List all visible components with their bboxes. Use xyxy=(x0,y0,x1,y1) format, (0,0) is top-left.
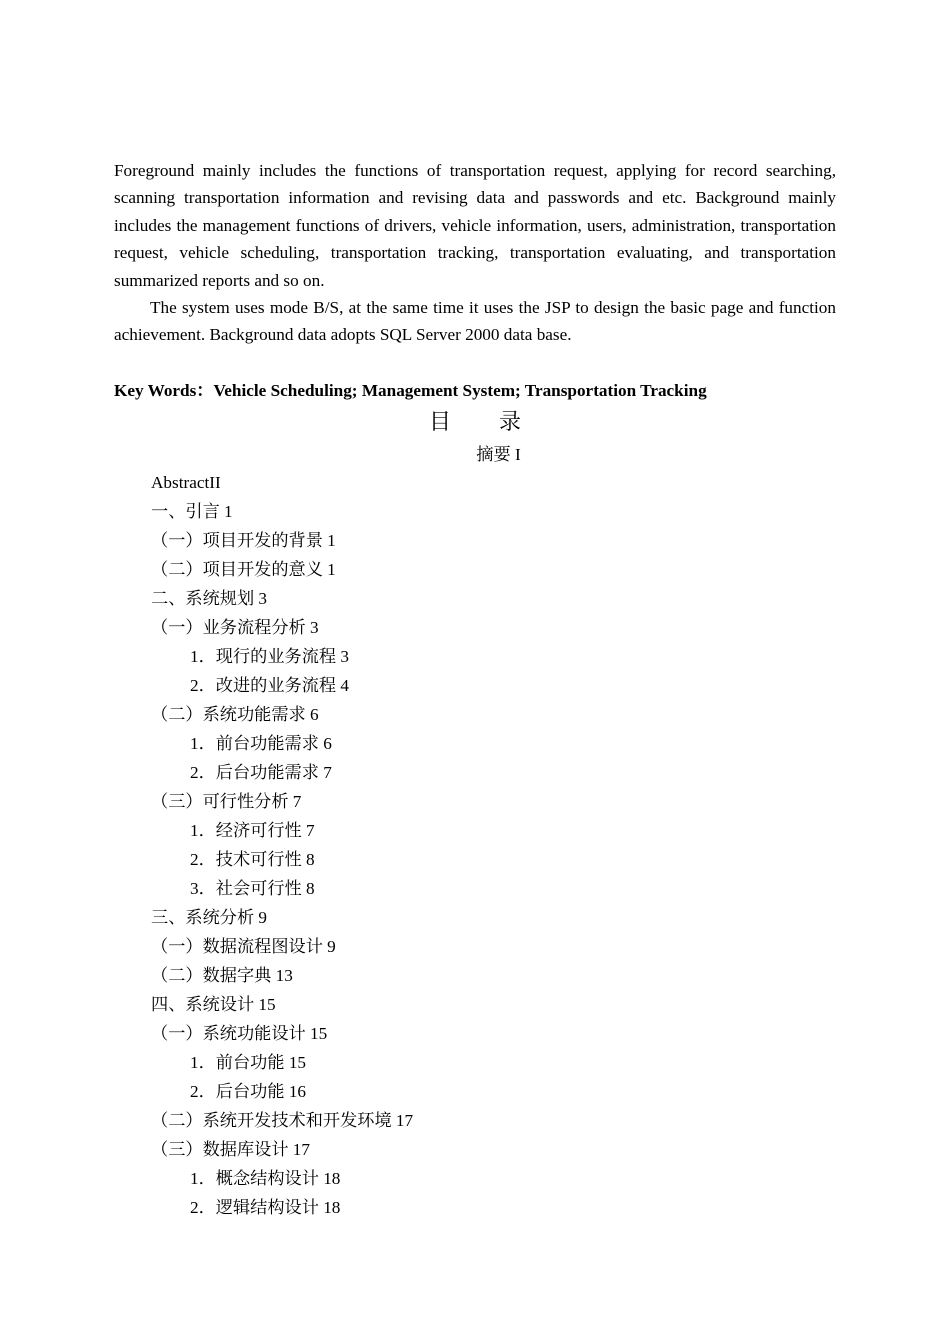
toc-entry[interactable]: （三）可行性分析 7 xyxy=(151,792,302,811)
toc-entry[interactable]: （一）系统功能设计 15 xyxy=(151,1024,328,1043)
toc-entry[interactable]: （二）系统功能需求 6 xyxy=(151,705,319,724)
abstract-paragraph-1: Foreground mainly includes the functions of transportation request, applying for record searching, scanning transportation information and revising data and passwords and etc. Background mainly includes the management functions of drivers, vehicle information, users, administration, transportation request, vehicle scheduling, transportation tracking, transportation evaluating, and transportation summarized reports and so on. xyxy=(114,161,836,290)
toc-entry[interactable]: 1．前台功能 15 xyxy=(190,1053,307,1072)
toc-entry[interactable]: 2．后台功能 16 xyxy=(190,1082,307,1101)
toc-entry[interactable]: AbstractII xyxy=(151,473,221,492)
toc-entry[interactable]: 1．前台功能需求 6 xyxy=(190,734,332,753)
toc-entry[interactable]: （一）业务流程分析 3 xyxy=(151,618,319,637)
toc-entry[interactable]: 2．改进的业务流程 4 xyxy=(190,676,349,695)
toc-entry[interactable]: 三、系统分析 9 xyxy=(151,908,268,927)
toc-entry[interactable]: （二）系统开发技术和开发环境 17 xyxy=(151,1111,414,1130)
keywords-line: Key Words：Vehicle Scheduling; Management System; Transportation Tracking xyxy=(114,381,707,400)
toc-title-part1: 目 xyxy=(428,410,451,435)
toc-entry[interactable]: 2．技术可行性 8 xyxy=(190,850,315,869)
toc-entry[interactable]: 2．逻辑结构设计 18 xyxy=(190,1198,341,1217)
toc-entry-zh-abstract[interactable]: 摘要 I xyxy=(476,445,521,464)
toc-entry[interactable]: 二、系统规划 3 xyxy=(151,589,268,608)
toc-entry[interactable]: （二）数据字典 13 xyxy=(151,966,293,985)
toc-entry[interactable]: 一、引言 1 xyxy=(151,502,233,521)
toc-entry[interactable]: （一）项目开发的背景 1 xyxy=(151,531,336,550)
toc-entry[interactable]: 1．经济可行性 7 xyxy=(190,821,315,840)
toc-entry[interactable]: （二）项目开发的意义 1 xyxy=(151,560,336,579)
toc-entry[interactable]: 2．后台功能需求 7 xyxy=(190,763,332,782)
toc-entry[interactable]: 1．概念结构设计 18 xyxy=(190,1169,341,1188)
abstract-paragraph-2: The system uses mode B/S, at the same time it uses the JSP to design the basic page and function achievement. Background data adopts SQL Server 2000 data base. xyxy=(114,298,836,345)
toc-title xyxy=(0,405,950,441)
toc-entry[interactable]: 1．现行的业务流程 3 xyxy=(190,647,349,666)
toc-entry[interactable]: 四、系统设计 15 xyxy=(151,995,276,1014)
toc-entry[interactable]: （一）数据流程图设计 9 xyxy=(151,937,336,956)
toc-entry[interactable]: （三）数据库设计 17 xyxy=(151,1140,310,1159)
toc-title-part2: 录 xyxy=(499,410,522,435)
toc-entry[interactable]: 3．社会可行性 8 xyxy=(190,879,315,898)
